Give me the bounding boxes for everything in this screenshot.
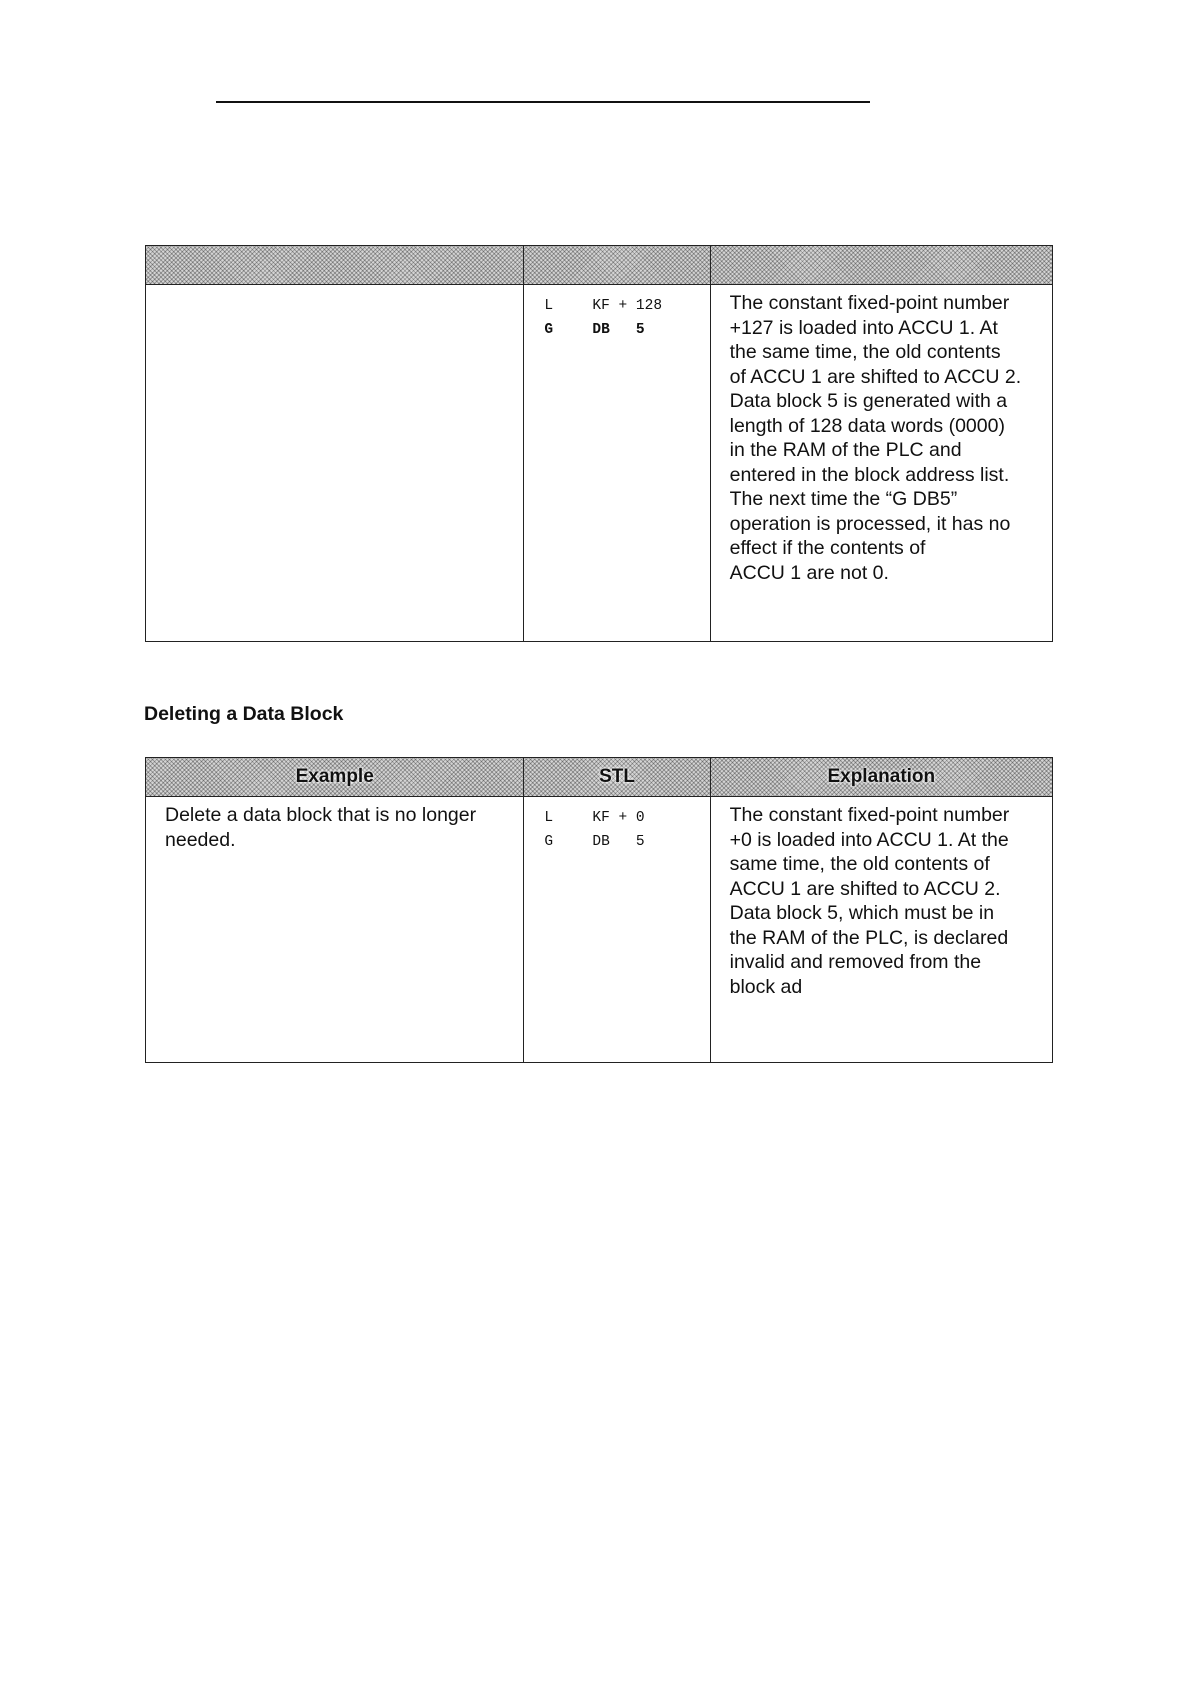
example-cell	[146, 285, 524, 642]
explanation-line: Data block 5, which must be in	[729, 902, 995, 924]
stl-operand: DB 5	[592, 322, 645, 338]
explanation-line: length of 128 data words (0000)	[729, 414, 1005, 437]
explanation-line: +0 is loaded into ACCU 1. At the	[729, 828, 1009, 851]
explanation-line: The next time the “G DB5”	[729, 488, 958, 510]
data-block-delete-table	[145, 757, 1053, 1063]
explanation-cell	[710, 797, 1052, 1063]
stl-operation: G	[544, 834, 554, 850]
explanation-line: the RAM of the PLC, is declared	[729, 926, 1009, 949]
example-cell	[146, 797, 524, 1063]
explanation-line: The constant fixed-point number	[729, 804, 1010, 826]
table-row	[146, 285, 1053, 642]
explanation-line: invalid and removed from the	[729, 951, 982, 973]
explanation-line: same time, the old contents of	[729, 853, 990, 875]
stl-operand: DB 5	[592, 834, 645, 850]
data-block-generate-table	[145, 245, 1053, 642]
top-rule	[216, 101, 870, 103]
stl-cell	[524, 285, 710, 642]
explanation-line: The constant fixed-point number	[729, 292, 1010, 314]
explanation-line: entered in the block address list.	[729, 463, 1010, 486]
explanation-line: the same time, the old contents	[729, 341, 1001, 363]
stl-operand: KF + 0	[592, 810, 645, 826]
header-stl: STL	[524, 758, 710, 797]
header-stl	[524, 246, 710, 285]
header-example	[146, 246, 524, 285]
stl-operand: KF + 128	[592, 298, 663, 314]
explanation-line: effect if the contents of	[729, 537, 926, 559]
explanation-cell	[710, 285, 1052, 642]
stl-operation: G	[544, 322, 554, 338]
stl-statement	[544, 318, 709, 342]
explanation-line: block ad	[729, 975, 803, 998]
explanation-line: of ACCU 1 are shifted to ACCU 2.	[729, 365, 1022, 388]
header-explanation: Explanation	[710, 758, 1052, 797]
explanation-line: operation is processed, it has no	[729, 512, 1011, 535]
explanation-line: ACCU 1 are not 0.	[729, 561, 889, 584]
stl-statement	[544, 806, 709, 830]
example-line: Delete a data block that is no longer	[165, 804, 477, 826]
explanation-line: Data block 5 is generated with a	[729, 390, 1008, 412]
section-heading: Deleting a Data Block	[144, 703, 344, 725]
table-row	[146, 797, 1053, 1063]
example-line: needed.	[165, 828, 236, 851]
header-explanation	[710, 246, 1052, 285]
table-header-row	[146, 246, 1053, 285]
table-header-row	[146, 758, 1053, 797]
explanation-line: +127 is loaded into ACCU 1. At	[729, 316, 998, 339]
stl-statement	[544, 830, 709, 854]
stl-operation: L	[544, 810, 554, 826]
explanation-line: in the RAM of the PLC and	[729, 439, 962, 461]
header-example: Example	[146, 758, 524, 797]
stl-operation: L	[544, 298, 554, 314]
stl-statement	[544, 294, 709, 318]
explanation-line: ACCU 1 are shifted to ACCU 2.	[729, 877, 1001, 900]
stl-cell	[524, 797, 710, 1063]
